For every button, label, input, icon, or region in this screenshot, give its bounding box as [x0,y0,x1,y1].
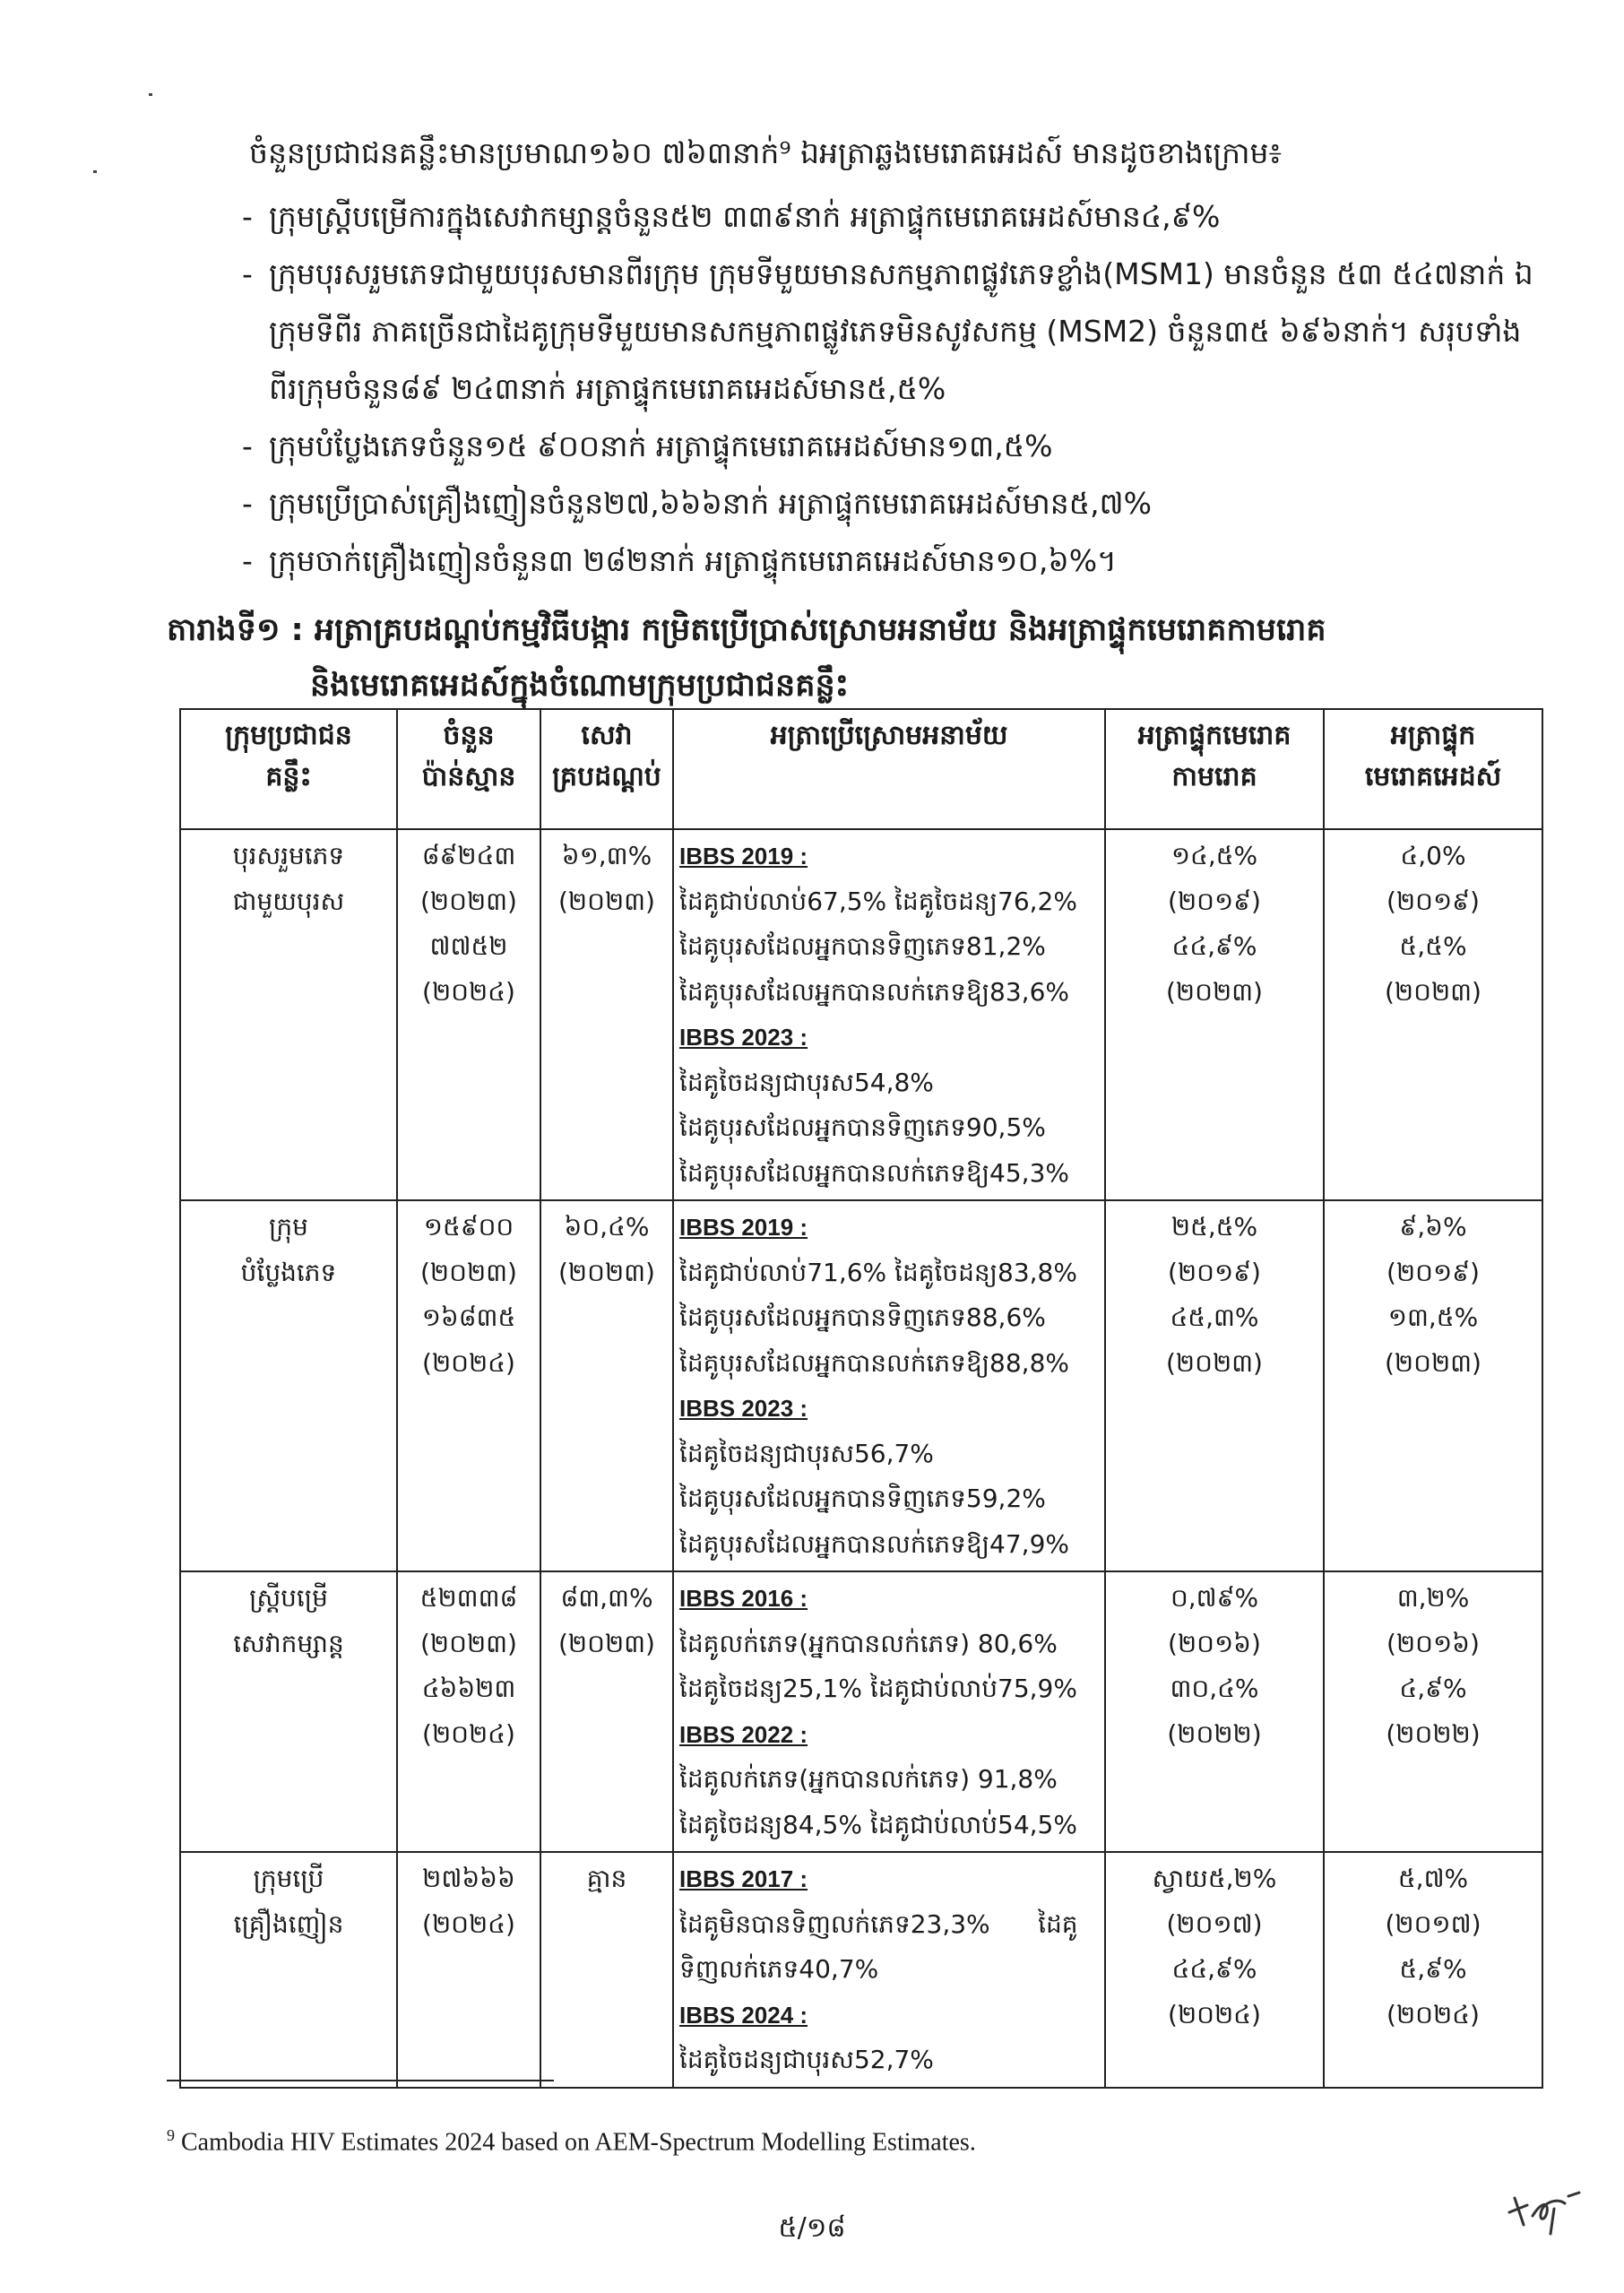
bullet-dash: - [242,428,253,463]
cell-line: (២០២៣) [420,886,517,916]
cell-condom-use [673,1200,1105,1571]
cell-coverage [540,1200,673,1571]
header-line: អត្រាផ្ទុកមេរោគ [1137,720,1291,751]
cell-line: (២០១៩) [1386,886,1480,916]
cell-line: ៧៧៥២ [429,931,508,961]
cell-coverage [540,829,673,1200]
cell-line: ដៃគូជាប់លាប់67,5% ដៃគូចៃដន្យ76,2% [679,886,1077,916]
header-line: សេវា [581,720,633,751]
cell-line: ៥,៥% [1399,931,1467,961]
survey-title: IBBS 2017 : [679,1865,808,1892]
header-line: គ្របដណ្តប់ [552,761,661,792]
cell-sti-rate [1105,1200,1324,1571]
cell-line: ដៃគូលក់ភេទ(អ្នកបានលក់ភេទ) 80,6% [679,1628,1058,1658]
cell-line: ដៃគូមិនបានទិញលក់ភេទ23,3% ដៃគូ [679,1908,1078,1939]
footnote-divider [167,2080,554,2081]
cell-line: ទិញលក់ភេទ40,7% [679,1954,879,1984]
table-row [180,829,1542,1200]
header-sti-rate [1105,709,1324,829]
cell-line: ដៃគូបុរសដែលអ្នកបានលក់ភេទឱ្យ83,6% [679,976,1069,1007]
scan-speck [149,93,152,96]
survey-title: IBBS 2023 : [679,1395,808,1422]
cell-line: គ្មាន [586,1864,627,1893]
cell-line: ដៃគូចៃដន្យជាបុរស54,8% [679,1067,934,1097]
header-condom-use [673,709,1105,829]
cell-line: ៤៦៦២៣ [421,1674,516,1703]
table-caption [167,602,1565,714]
bullet-dash: - [242,199,253,234]
header-line: កាមរោគ [1171,761,1257,792]
cell-line: ៣០,៤% [1170,1674,1259,1703]
cell-line: ដៃគូបុរសដែលអ្នកបានលក់ភេទឱ្យ47,9% [679,1528,1069,1559]
header-line: គន្លឹះ [265,761,312,792]
cell-line: ៤៥,៣% [1170,1302,1259,1332]
bullet-item [242,246,1542,418]
header-group [180,709,397,829]
key-populations-table [179,708,1543,2089]
page-number: ៥/១៨ [778,2212,846,2244]
header-line: មេរោគអេដស៍ [1364,761,1502,792]
cell-line: ដៃគូបុរសដែលអ្នកបានទិញភេទ59,2% [679,1484,1046,1513]
cell-estimate [397,829,540,1200]
cell-line: ៤,៩% [1399,1674,1467,1703]
cell-line: ៨៣,៣% [560,1583,653,1613]
cell-group [180,1571,397,1852]
cell-line: ៥២៣៣៨ [419,1583,518,1613]
header-line: ប៉ាន់ស្មាន [421,761,516,792]
cell-line: ដៃគូចៃដន្យជាបុរស56,7% [679,1438,934,1468]
cell-line: ក្រុមប្រើ [253,1864,324,1893]
cell-line: ក្រុម [269,1212,308,1242]
cell-line: ១៦៨៣៥ [421,1302,516,1332]
cell-group [180,1852,397,2088]
cell-line: (២០២៣) [1166,1347,1263,1378]
cell-line: គ្រឿងញៀន [233,1908,344,1939]
bullet-text: ក្រុមបុរសរួមភេទជាមួយបុរសមានពីរក្រុម ក្រុមទីមួយមានសកម្មភាពផ្លូវភេទខ្លាំង(MSM1) មានចំនួន ៥៣ ៥៤៧នាក់ ឯក្រុមទីពីរ ភាគច្រើនជាដៃគូក្រុមទីមួយមានសកម្មភាពផ្លូវភេទមិនសូវសកម្ម (MSM2) ចំនួន៣៥ ៦៩៦នាក់។ សរុបទាំងពីរក្រុមចំនួន៨៩ ២៤៣នាក់ អត្រាផ្ទុកមេរោគអេដស៍មាន៥,៥% [269,256,1533,406]
cell-condom-use [673,829,1105,1200]
header-line: ក្រុមប្រជាជន [225,720,352,751]
cell-line: ៦១,៣% [561,841,652,870]
cell-estimate [397,1852,540,2088]
cell-line: (២០២៣) [1385,1347,1481,1378]
cell-line: បុរសរួមភេទ [232,841,345,870]
header-coverage [540,709,673,829]
cell-line: ដៃគូជាប់លាប់71,6% ដៃគូចៃដន្យ83,8% [679,1257,1077,1287]
cell-hiv-rate [1324,829,1542,1200]
cell-line: ស្ត្រីបម្រើ [249,1583,328,1613]
cell-coverage [540,1571,673,1852]
survey-title: IBBS 2019 : [679,1214,808,1241]
cell-line: ដៃគូចៃដន្យជាបុរស52,7% [679,2045,934,2074]
cell-line: ៨៩២៤៣ [421,841,516,870]
cell-line: (២០១៦) [1168,1628,1261,1658]
cell-line: (២០២៣) [420,1628,517,1658]
cell-line: ១៤,៥% [1170,841,1258,870]
cell-estimate [397,1571,540,1852]
table-row [180,1571,1542,1852]
cell-line: (២០១៧) [1166,1908,1263,1939]
cell-line: ៦០,៤% [564,1212,650,1242]
cell-hiv-rate [1324,1571,1542,1852]
cell-line: (២០១៩) [1168,886,1261,916]
cell-line: (២០២៤) [422,1718,515,1749]
cell-group [180,829,397,1200]
cell-line: (២០២២) [1167,1718,1262,1749]
bullet-dash: - [242,256,253,291]
cell-coverage [540,1852,673,2088]
caption-line-2: និងមេរោគអេដស៍ក្នុងចំណោមក្រុមប្រជាជនគន្លឹះ [310,668,850,704]
bullet-item [242,475,1542,532]
cell-line: (២០២៣) [558,1628,655,1658]
cell-line: (២០១៩) [1386,1257,1480,1287]
cell-line: (២០២៤) [422,1908,515,1939]
cell-line: (២០២៤) [422,976,515,1007]
cell-line: (២០២៣) [558,886,655,916]
cell-line: ៤៤,៩% [1171,1954,1257,1984]
bullet-text: ក្រុមចាក់គ្រឿងញៀនចំនួន៣ ២៨២នាក់ អត្រាផ្ទុកមេរោគអេដស៍មាន១០,៦%។ [269,543,1117,578]
cell-hiv-rate [1324,1200,1542,1571]
cell-line: (២០២៤) [1168,1999,1261,2029]
bullet-item [242,532,1542,590]
cell-line: (២០១៩) [1168,1257,1261,1287]
cell-line: ដៃគូចៃដន្យ25,1% ដៃគូជាប់លាប់75,9% [679,1674,1077,1703]
cell-line: (២០២៤) [1386,1999,1480,2029]
cell-line: ដៃគូចៃដន្យ84,5% ដៃគូជាប់លាប់54,5% [679,1809,1077,1839]
cell-line: (២០២៣) [420,1257,517,1287]
bullet-item [242,188,1542,246]
cell-line: ២៧៦៦៦ [422,1864,515,1893]
cell-line: ដៃគូបុរសដែលអ្នកបានទិញភេទ90,5% [679,1112,1046,1142]
cell-line: ៩,៦% [1399,1212,1467,1242]
bullet-dash: - [242,543,253,578]
cell-line: ២៥,៥% [1170,1212,1258,1242]
scan-speck [93,170,97,173]
cell-line: ១៣,៥% [1387,1302,1479,1332]
cell-line: បំប្លែងភេទ [240,1257,337,1287]
table-header-row [180,709,1542,829]
cell-line: ៣,២% [1396,1583,1470,1613]
cell-line: ដៃគូបុរសដែលអ្នកបានទិញភេទ88,6% [679,1302,1046,1332]
header-line: អត្រាប្រើស្រោមអនាម័យ [770,720,1008,751]
cell-line: ស្វាយ៥,២% [1152,1864,1277,1893]
cell-condom-use [673,1571,1105,1852]
cell-line: ៤៤,៩% [1171,931,1257,961]
survey-title: IBBS 2023 : [679,1024,808,1051]
cell-line: (២០២៣) [558,1257,655,1287]
cell-line: (២០២៣) [1385,976,1481,1007]
cell-line: ដៃគូបុរសដែលអ្នកបានលក់ភេទឱ្យ45,3% [679,1157,1069,1188]
bullet-dash: - [242,486,253,521]
bullet-text: ក្រុមបំប្លែងភេទចំនួន១៥ ៩០០នាក់ អត្រាផ្ទុកមេរោគអេដស៍មាន១៣,៥% [269,428,1053,463]
footnote [167,2126,976,2157]
caption-line-1: តារាងទី១ : អត្រាគ្របដណ្តប់កម្មវិធីបង្ការ កម្រិតប្រើប្រាស់ស្រោមអនាម័យ និងអត្រាផ្ទុកមេរោគកាមរោគ [167,612,1326,648]
cell-line: ជាមួយបុរស [232,886,345,916]
table-row [180,1200,1542,1571]
signature-initials [1502,2185,1583,2239]
cell-line: (២០១៦) [1386,1628,1480,1658]
survey-title: IBBS 2024 : [679,2001,808,2029]
footnote-text: Cambodia HIV Estimates 2024 based on AEM-Spectrum Modelling Estimates. [181,2128,976,2157]
footnote-marker: 9 [167,2126,175,2144]
cell-line: ៥,៩% [1399,1954,1467,1984]
cell-line: ០,៧៩% [1170,1583,1259,1613]
cell-line: (២០២២) [1386,1718,1481,1749]
cell-line: ៥,៧% [1397,1864,1469,1893]
bullet-item [242,418,1542,475]
cell-group [180,1200,397,1571]
cell-estimate [397,1200,540,1571]
bullet-list [242,188,1542,590]
cell-sti-rate [1105,1852,1324,2088]
intro-paragraph: ចំនួនប្រជាជនគន្លឹះមានប្រមាណ១៦០ ៧៦៣នាក់⁹ ឯអត្រាឆ្លងមេរោគអេដស៍ មានដូចខាងក្រោម៖ [249,135,1283,170]
cell-line: ៤,0% [1400,841,1466,870]
survey-title: IBBS 2022 : [679,1720,808,1748]
survey-title: IBBS 2016 : [679,1585,808,1612]
bullet-text: ក្រុមប្រើប្រាស់គ្រឿងញៀនចំនួន២៧,៦៦៦នាក់ អត្រាផ្ទុកមេរោគអេដស៍មាន៥,៧% [269,486,1152,521]
cell-sti-rate [1105,829,1324,1200]
cell-line: (២០២៣) [1166,976,1263,1007]
cell-sti-rate [1105,1571,1324,1852]
cell-hiv-rate [1324,1852,1542,2088]
table-row [180,1852,1542,2088]
cell-line: (២០១៧) [1385,1908,1481,1939]
header-line: អត្រាផ្ទុក [1390,720,1476,751]
cell-line: សេវាកម្សាន្ត [233,1628,344,1658]
header-estimate [397,709,540,829]
cell-line: (២០២៤) [422,1347,515,1378]
survey-title: IBBS 2019 : [679,843,808,870]
cell-line: ដៃគូបុរសដែលអ្នកបានទិញភេទ81,2% [679,931,1046,961]
cell-line: ១៥៩០០ [423,1212,514,1242]
cell-line: ដៃគូលក់ភេទ(អ្នកបានលក់ភេទ) 91,8% [679,1764,1058,1794]
header-hiv-rate [1324,709,1542,829]
cell-line: ដៃគូបុរសដែលអ្នកបានលក់ភេទឱ្យ88,8% [679,1347,1069,1378]
header-line: ចំនួន [443,720,495,751]
bullet-text: ក្រុមស្ត្រីបម្រើការក្នុងសេវាកម្សាន្តចំនួន៥២ ៣៣៩នាក់ អត្រាផ្ទុកមេរោគអេដស៍មាន៤,៩% [269,199,1221,234]
cell-condom-use [673,1852,1105,2088]
